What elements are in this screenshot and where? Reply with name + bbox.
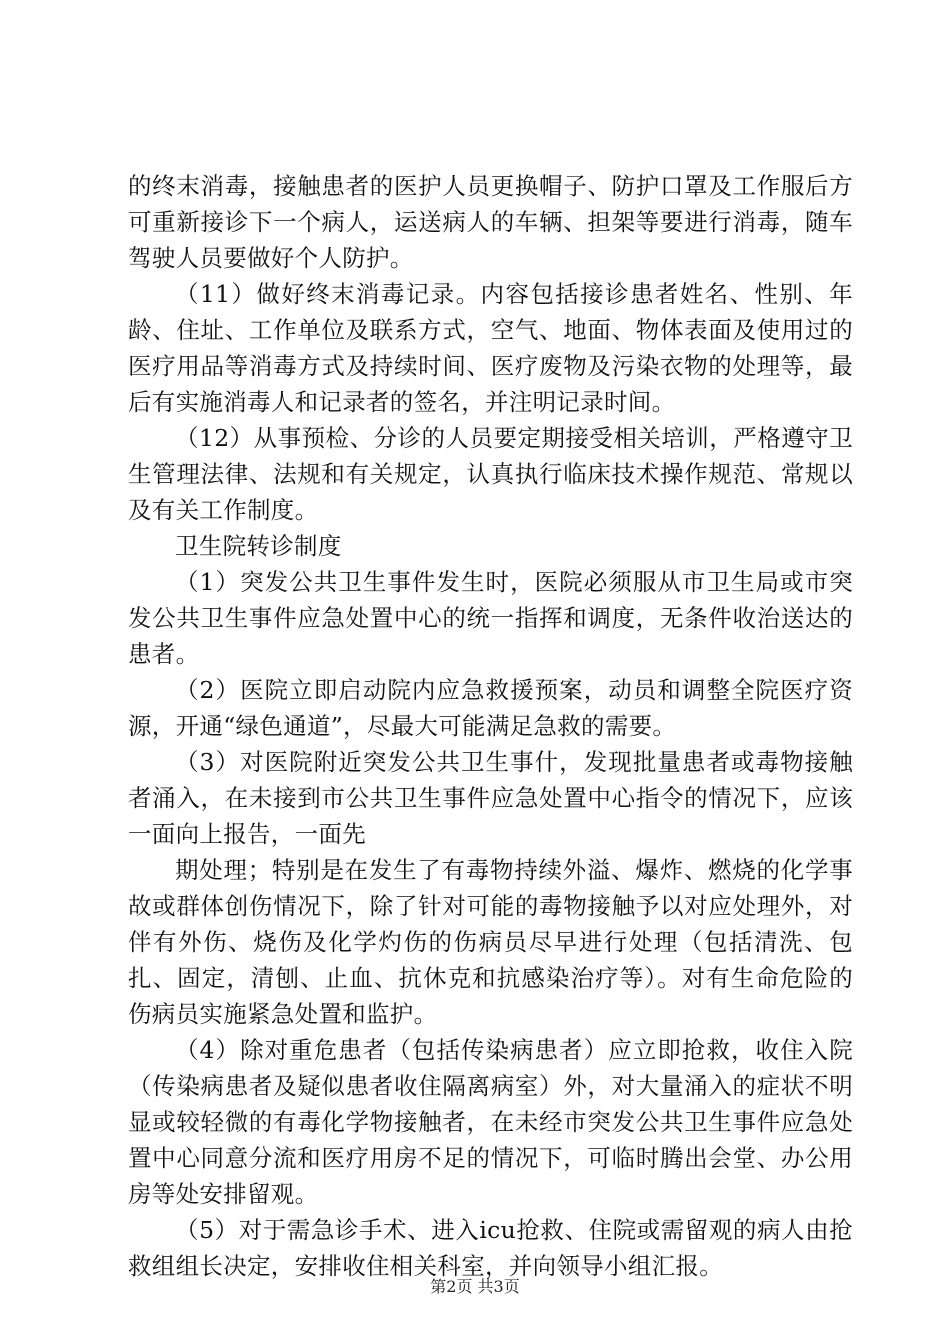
paragraph-referral-item-1: （1）突发公共卫生事件发生时，医院必须服从市卫生局或市突发公共卫生事件应急处置中心的统一指挥和调度，无条件收治送达的患者。 — [128, 568, 853, 668]
paragraph-referral-item-5: （5）对于需急诊手术、进入icu抢救、住院或需留观的病人由抢救组组长决定，安排收住相关科室，并向领导小组汇报。 — [128, 1216, 853, 1280]
page-number-label: 第2页 共3页 — [430, 1277, 520, 1296]
page-footer — [0, 1277, 950, 1297]
paragraph-referral-item-3: （3）对医院附近突发公共卫生事什，发现批量患者或毒物接触者涌入，在未接到市公共卫生事件应急处置中心指令的情况下，应该一面向上报告，一面先 — [128, 748, 853, 848]
section-heading-referral-system: 卫生院转诊制度 — [175, 532, 342, 560]
paragraph-referral-item-3-continued: 期处理；特别是在发生了有毒物持续外溢、爆炸、燃烧的化学事故或群体创伤情况下，除了针对可能的毒物接触予以对应处理外，对伴有外伤、烧伤及化学灼伤的伤病员尽早进行处理（包括清洗、包扎、固定，清刨、止血、抗休克和抗感染治疗等）。对有生命危险的伤病员实施紧急处置和监护。 — [128, 856, 853, 1028]
paragraph-referral-item-4: （4）除对重危患者（包括传染病患者）应立即抢救，收住入院（传染病患者及疑似患者收住隔离病室）外，对大量涌入的症状不明显或较轻微的有毒化学物接触者，在未经市突发公共卫生事件应急处置中心同意分流和医疗用房不足的情况下，可临时腾出会堂、办公用房等处安排留观。 — [128, 1036, 853, 1208]
paragraph-referral-item-2: （2）医院立即启动院内应急救援预案，动员和调整全院医疗资源，开通“绿色通道”，尽最大可能满足急救的需要。 — [128, 676, 853, 740]
paragraph-item-11: （11）做好终末消毒记录。内容包括接诊患者姓名、性别、年龄、住址、工作单位及联系方式，空气、地面、物体表面及使用过的医疗用品等消毒方式及持续时间、医疗废物及污染衣物的处理等，最后有实施消毒人和记录者的签名，并注明记录时间。 — [128, 280, 853, 416]
paragraph-item-12: （12）从事预检、分诊的人员要定期接受相关培训，严格遵守卫生管理法律、法规和有关规定，认真执行临床技术操作规范、常规以及有关工作制度。 — [128, 424, 853, 524]
paragraph-terminal-disinfection-continued: 的终末消毒，接触患者的医护人员更换帽子、防护口罩及工作服后方可重新接诊下一个病人，运送病人的车辆、担架等要进行消毒，随车驾驶人员要做好个人防护。 — [128, 172, 853, 272]
document-body — [128, 168, 853, 1284]
